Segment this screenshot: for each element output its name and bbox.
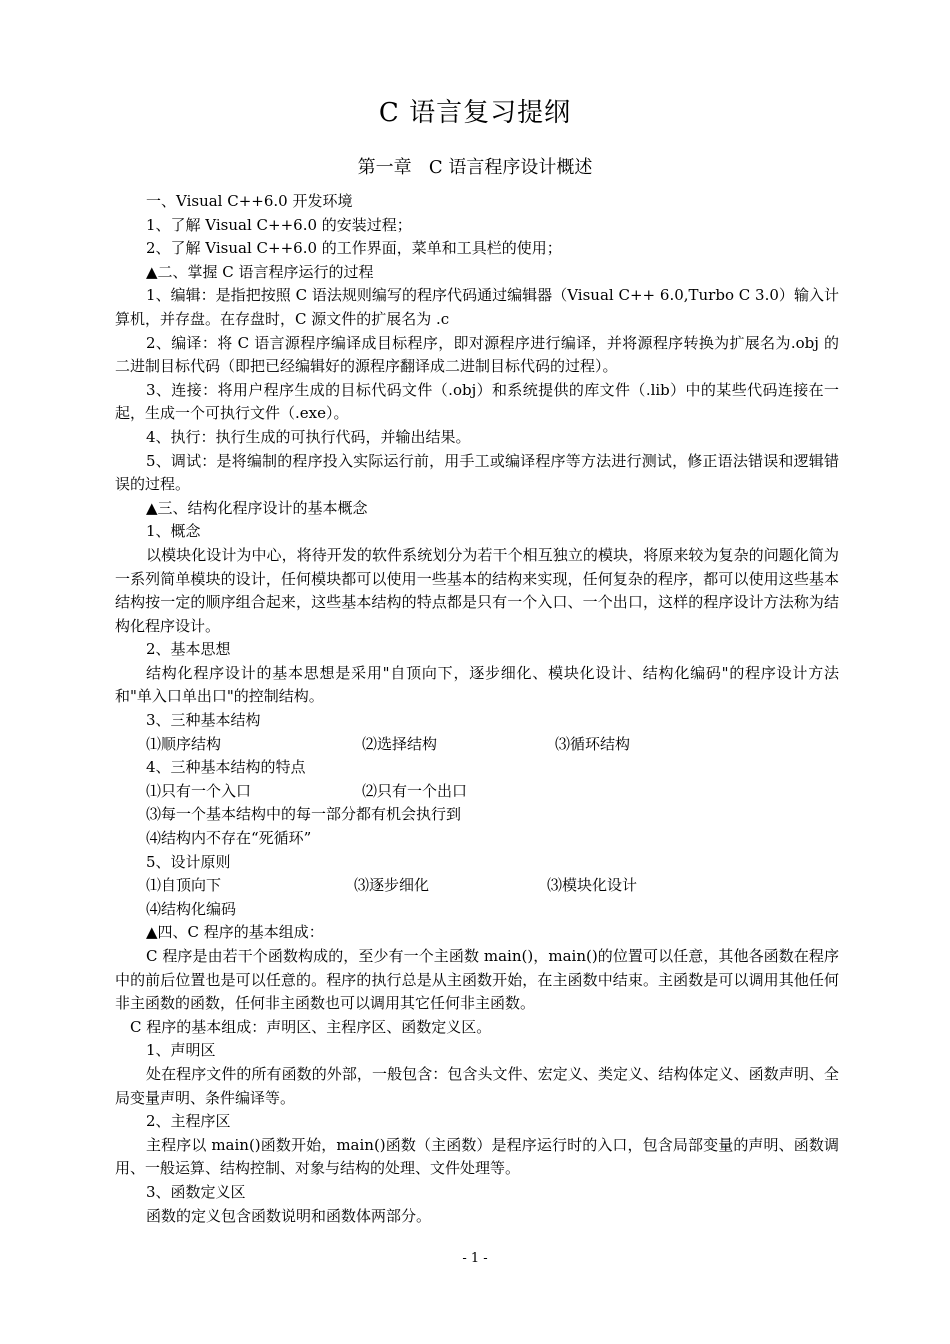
structure-item: ⑵选择结构 bbox=[362, 734, 438, 753]
section-heading: ▲三、结构化程序设计的基本概念 bbox=[146, 498, 368, 517]
subheading: 3、函数定义区 bbox=[146, 1182, 246, 1201]
subheading: 1、声明区 bbox=[146, 1041, 216, 1060]
subheading: 2、主程序区 bbox=[146, 1112, 231, 1131]
body-paragraph: C 程序的基本组成：声明区、主程序区、函数定义区。 bbox=[130, 1017, 492, 1036]
subheading: 4、三种基本结构的特点 bbox=[146, 758, 306, 777]
principle-item: ⑴自顶向下 bbox=[146, 876, 222, 895]
list-item: 5、调试：是将编制的程序投入实际运行前，用手工或编译程序等方法进行测试，修正语法错误和逻辑错误的过程。 bbox=[115, 451, 839, 494]
list-item: 4、执行：执行生成的可执行代码，并输出结果。 bbox=[146, 427, 471, 446]
principle-item: ⑶模块化设计 bbox=[547, 876, 638, 895]
body-paragraph: 结构化程序设计的基本思想是采用"自顶向下，逐步细化、模块化设计、结构化编码"的程序设计方法和"单入口单出口"的控制结构。 bbox=[115, 663, 839, 706]
subheading: 1、概念 bbox=[146, 522, 201, 541]
feature-item: ⑶每一个基本结构中的每一部分都有机会执行到 bbox=[146, 805, 462, 824]
structure-item: ⑶循环结构 bbox=[555, 734, 631, 753]
three-structures-row bbox=[115, 733, 839, 757]
structure-item: ⑴顺序结构 bbox=[146, 734, 222, 753]
section-heading: ▲二、掌握 C 语言程序运行的过程 bbox=[146, 262, 374, 281]
features-row bbox=[115, 780, 839, 804]
document-title: C 语言复习提纲 bbox=[378, 98, 572, 128]
subheading: 5、设计原则 bbox=[146, 852, 231, 871]
list-item: 2、了解 Visual C++6.0 的工作界面，菜单和工具栏的使用； bbox=[146, 239, 562, 258]
principle-item: ⑷结构化编码 bbox=[146, 899, 237, 918]
principles-row bbox=[115, 874, 839, 898]
subheading: 2、基本思想 bbox=[146, 640, 231, 659]
list-item: 1、编辑：是指把按照 C 语法规则编写的程序代码通过编辑器（Visual C++ 6.0,Turbo C 3.0）输入计算机，并存盘。在存盘时，C 源文件的扩展名为 .c bbox=[115, 286, 839, 328]
document-body bbox=[115, 190, 839, 1228]
body-paragraph: 处在程序文件的所有函数的外部，一般包含：包含头文件、宏定义、类定义、结构体定义、函数声明、全局变量声明、条件编译等。 bbox=[115, 1064, 839, 1107]
body-paragraph: 以模块化设计为中心，将待开发的软件系统划分为若干个相互独立的模块，将原来较为复杂的问题化简为一系列简单模块的设计，任何模块都可以使用一些基本的结构来实现，任何复杂的程序，都可以使用这些基本结构按一定的顺序组合起来，这些基本结构的特点都是只有一个入口、一个出口，这样的程序设计方法称为结构化程序设计。 bbox=[115, 545, 839, 635]
feature-item: ⑴只有一个入口 bbox=[146, 781, 252, 800]
list-item: 3、连接：将用户程序生成的目标代码文件（.obj）和系统提供的库文件（.lib）中的某些代码连接在一起，生成一个可执行文件（.exe）。 bbox=[115, 380, 839, 423]
body-paragraph: 主程序以 main()函数开始，main()函数（主函数）是程序运行时的入口，包含局部变量的声明、函数调用、一般运算、结构控制、对象与结构的处理、文件处理等。 bbox=[115, 1135, 839, 1178]
section-heading: ▲四、C 程序的基本组成： bbox=[146, 923, 324, 942]
page-number: - 1 - bbox=[462, 1251, 488, 1266]
subheading: 3、三种基本结构 bbox=[146, 711, 261, 730]
feature-item: ⑵只有一个出口 bbox=[362, 781, 468, 800]
list-item: 1、了解 Visual C++6.0 的安装过程； bbox=[146, 215, 412, 234]
body-paragraph: 函数的定义包含函数说明和函数体两部分。 bbox=[146, 1206, 432, 1225]
chapter-heading: 第一章 C 语言程序设计概述 bbox=[357, 157, 593, 178]
principle-item: ⑶逐步细化 bbox=[354, 876, 430, 895]
section-heading: 一、Visual C++6.0 开发环境 bbox=[146, 192, 353, 210]
feature-item: ⑷结构内不存在“死循环” bbox=[146, 829, 312, 848]
list-item: 2、编译：将 C 语言源程序编译成目标程序，即对源程序进行编译，并将源程序转换为扩展名为.obj 的二进制目标代码（即把已经编辑好的源程序翻译成二进制目标代码的过程）。 bbox=[115, 333, 839, 376]
body-paragraph: C 程序是由若干个函数构成的，至少有一个主函数 main()，main()的位置可以任意，其他各函数在程序中的前后位置也是可以任意的。程序的执行总是从主函数开始，在主函数中结束。主函数是可以调用其他任何非主函数的函数，任何非主函数也可以调用其它任何非主函数。 bbox=[115, 947, 839, 1013]
